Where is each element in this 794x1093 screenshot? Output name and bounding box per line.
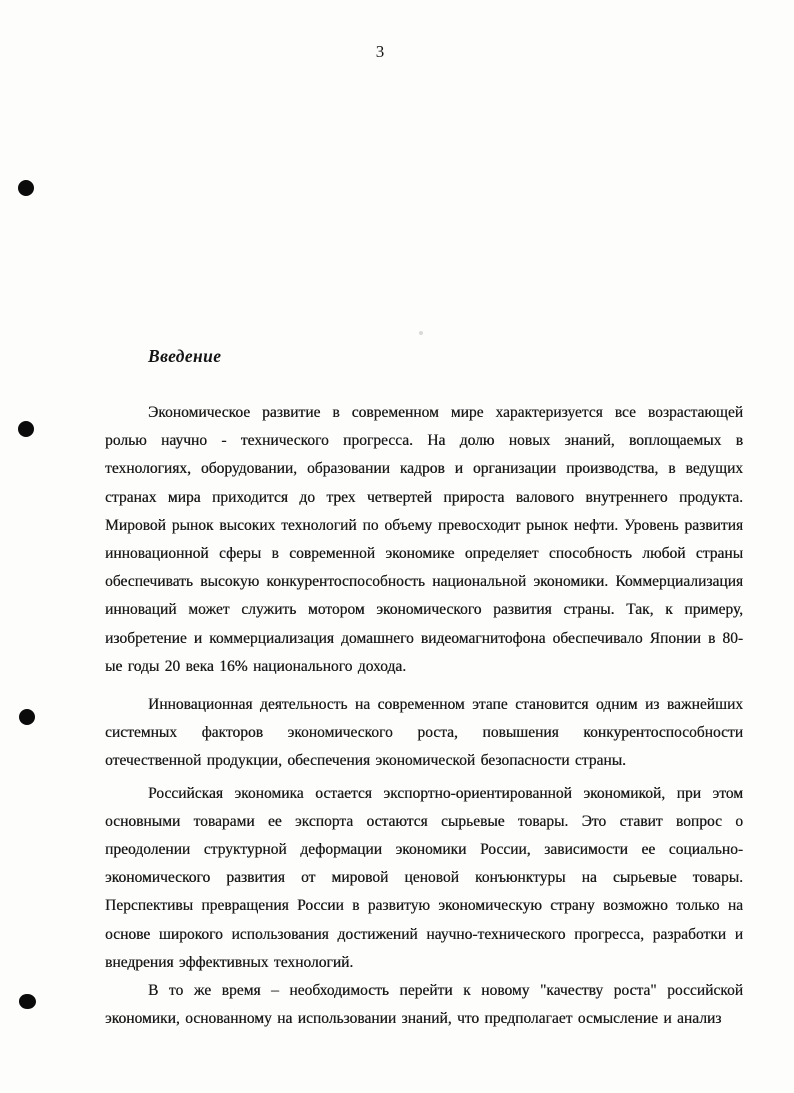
paragraph-2: Инновационная деятельность на современном этапе становится одним из важнейших системных факторов экономического роста, повышения конкурентоспособности отечественной продукции, обеспечения экономической безопасности страны. bbox=[105, 696, 743, 770]
punch-hole-mark bbox=[19, 994, 36, 1009]
paragraph-3: Российская экономика остается экспортно-ориентированной экономикой, при этом основными товарами ее экспорта остаются сырьевые товары. Это ставит вопрос о преодолении структурной деформации экономики России, зависимости ее социально-экономического развития от мировой ценовой конъюнктуры на сырьевые товары. Перспективы превращения России в развитую экономическую страну возможно только на основе широкого использования достижений научно-технического прогресса, разработки и внедрения эффективных технологий. bbox=[105, 784, 743, 971]
paragraph-1: Экономическое развитие в современном мире характеризуется все возрастающей ролью научно - технического прогресса. На долю новых знаний, воплощаемых в технологиях, оборудовании, образовании кадров и организации производства, в ведущих странах мира приходится до трех четвертей прироста валового внутреннего продукта. Мировой рынок высоких технологий по объему превосходит рынок нефти. Уровень развития инновационной сферы в современной экономике определяет способность любой страны обеспечивать высокую конкурентоспособность национальной экономики. Коммерциализация инноваций может служить мотором экономического развития страны. Так, к примеру, изобретение и коммерциализация домашнего видеомагнитофона обеспечивало Японии в 80-ые годы 20 века 16% национального дохода. bbox=[105, 404, 743, 675]
section-heading: Введение bbox=[148, 346, 222, 366]
punch-hole-mark bbox=[18, 421, 34, 437]
punch-hole-mark bbox=[19, 709, 35, 725]
punch-hole-mark bbox=[18, 180, 34, 196]
page-content bbox=[105, 346, 743, 1033]
paragraph-4: В то же время – необходимость перейти к новому "качеству роста" российской экономики, основанному на использовании знаний, что предполагает осмысление и анализ bbox=[105, 982, 743, 1028]
scan-artifact-speck bbox=[419, 331, 423, 335]
page-number: 3 bbox=[375, 42, 385, 61]
body-text bbox=[105, 399, 743, 1033]
